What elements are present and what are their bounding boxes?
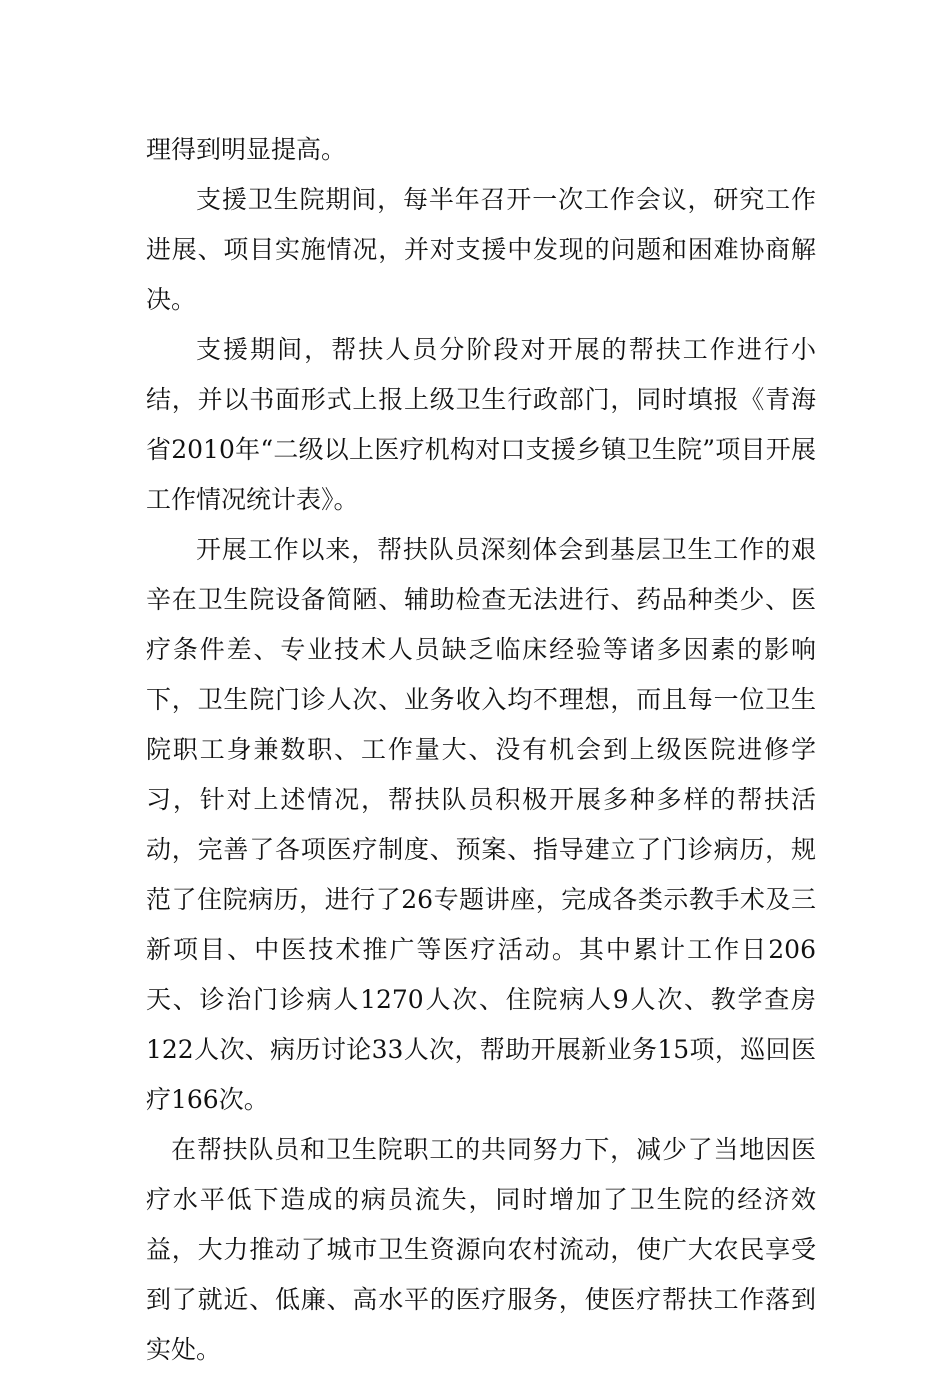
document-body — [146, 125, 816, 1375]
paragraph-work-meetings: 支援卫生院期间，每半年召开一次工作会议，研究工作进展、项目实施情况，并对支援中发现的问题和困难协商解决。 — [146, 185, 816, 314]
paragraph-continuation: 理得到明显提高。 — [146, 135, 347, 164]
paragraph-conclusion: 在帮扶队员和卫生院职工的共同努力下，减少了当地因医疗水平低下造成的病员流失，同时增加了卫生院的经济效益，大力推动了城市卫生资源向农村流动，使广大农民享受到了就近、低廉、高水平的医疗服务，使医疗帮扶工作落到实处。 — [146, 1135, 816, 1364]
paragraph-stage-summary: 支援期间，帮扶人员分阶段对开展的帮扶工作进行小结，并以书面形式上报上级卫生行政部门，同时填报《青海省2010年“二级以上医疗机构对口支援乡镇卫生院”项目开展工作情况统计表》。 — [146, 335, 816, 514]
paragraph-work-results: 开展工作以来，帮扶队员深刻体会到基层卫生工作的艰辛在卫生院设备简陋、辅助检查无法进行、药品种类少、医疗条件差、专业技术人员缺乏临床经验等诸多因素的影响下，卫生院门诊人次、业务收入均不理想，而且每一位卫生院职工身兼数职、工作量大、没有机会到上级医院进修学习，针对上述情况，帮扶队员积极开展多种多样的帮扶活动，完善了各项医疗制度、预案、指导建立了门诊病历，规范了住院病历，进行了26专题讲座，完成各类示教手术及三新项目、中医技术推广等医疗活动。其中累计工作日206天、诊治门诊病人1270人次、住院病人9人次、教学查房122人次、病历讨论33人次，帮助开展新业务15项，巡回医疗166次。 — [146, 535, 816, 1114]
